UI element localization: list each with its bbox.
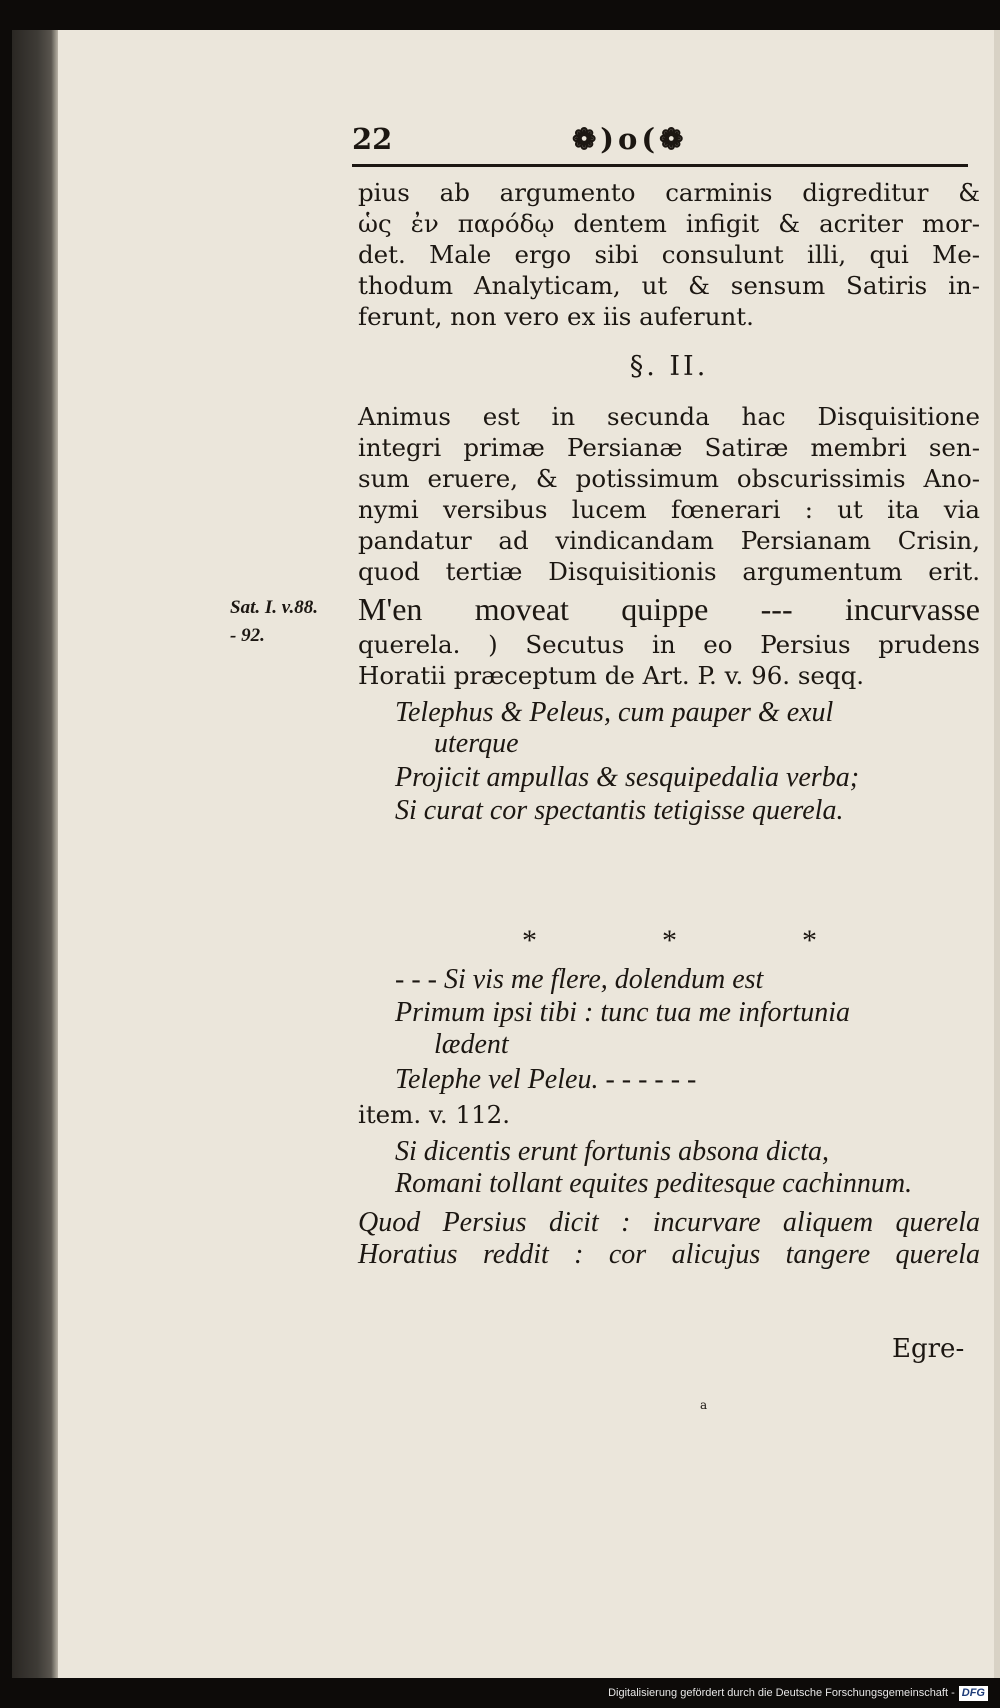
book-spine-shadow bbox=[12, 30, 58, 1678]
margin-note: Sat. I. v.88. bbox=[230, 597, 318, 618]
page-number: 22 bbox=[352, 122, 393, 156]
verse-line: Romani tollant equites peditesque cachinnum. bbox=[395, 1168, 913, 1199]
paragraph-line: integri primæ Persianæ Satiræ membri sen- bbox=[358, 433, 980, 462]
paragraph-line: quod tertiæ Disquisitionis argumentum erit. bbox=[358, 557, 980, 586]
verse-line: - - - Si vis me flere, dolendum est bbox=[395, 964, 764, 995]
section-heading: §. II. bbox=[629, 351, 709, 382]
asterism-star: * bbox=[662, 924, 677, 957]
verse-line: lædent bbox=[434, 1029, 509, 1060]
text-line: pius ab argumento carminis digreditur & bbox=[358, 178, 980, 207]
page-edge bbox=[994, 30, 1000, 1678]
lemma-line: Horatii præceptum de Art. P. v. 96. seqq. bbox=[358, 661, 865, 690]
catchword: Egre- bbox=[892, 1334, 965, 1364]
paragraph-line: pandatur ad vindicandam Persianam Crisin, bbox=[358, 526, 980, 555]
book-page bbox=[12, 30, 1000, 1678]
text-line: Quod Persius dicit : incurvare aliquem querela bbox=[358, 1207, 980, 1238]
text-line: item. v. 112. bbox=[358, 1100, 511, 1129]
verse-line: Projicit ampullas & sesquipedalia verba; bbox=[395, 762, 860, 793]
text-line: Horatius reddit : cor alicujus tangere querela bbox=[358, 1239, 980, 1270]
credit-text: Digitalisierung gefördert durch die Deutsche Forschungsgemeinschaft - bbox=[608, 1687, 955, 1699]
digitization-credit bbox=[0, 1678, 1000, 1708]
lemma-heading: M'en moveat quippe --- incurvasse bbox=[358, 591, 980, 627]
verse-line: Si dicentis erunt fortunis absona dicta, bbox=[395, 1136, 829, 1167]
dfg-logo: DFG bbox=[959, 1686, 988, 1701]
verse-line: Telephus & Peleus, cum pauper & exul bbox=[395, 697, 834, 728]
text-line: ferunt, non vero ex iis auferunt. bbox=[358, 302, 754, 331]
margin-note: - 92. bbox=[230, 625, 265, 646]
verse-line: Telephe vel Peleu. - - - - - - bbox=[395, 1064, 697, 1095]
paragraph-line: Animus est in secunda hac Disquisitione bbox=[358, 402, 980, 431]
paragraph-line: sum eruere, & potissimum obscurissimis Ano- bbox=[358, 464, 980, 493]
running-head-ornament: ❁)o(❁ bbox=[572, 122, 688, 156]
header-rule bbox=[352, 164, 968, 167]
asterism-star: * bbox=[522, 924, 537, 957]
text-line: det. Male ergo sibi consulunt illi, qui Me- bbox=[358, 240, 980, 269]
text-line: ὡς ἐν παρόδῳ dentem infigit & acriter mor- bbox=[358, 209, 980, 238]
text-line: thodum Analyticam, ut & sensum Satiris in- bbox=[358, 271, 980, 300]
lemma-line: querela. ) Secutus in eo Persius prudens bbox=[358, 630, 980, 659]
paragraph-line: nymi versibus lucem fœnerari : ut ita via bbox=[358, 495, 980, 524]
verse-line: Primum ipsi tibi : tunc tua me infortunia bbox=[395, 997, 850, 1028]
verse-line: Si curat cor spectantis tetigisse querela. bbox=[395, 795, 844, 826]
verse-line: uterque bbox=[434, 728, 519, 759]
signature-mark: a bbox=[700, 1398, 708, 1412]
asterism-star: * bbox=[802, 924, 817, 957]
